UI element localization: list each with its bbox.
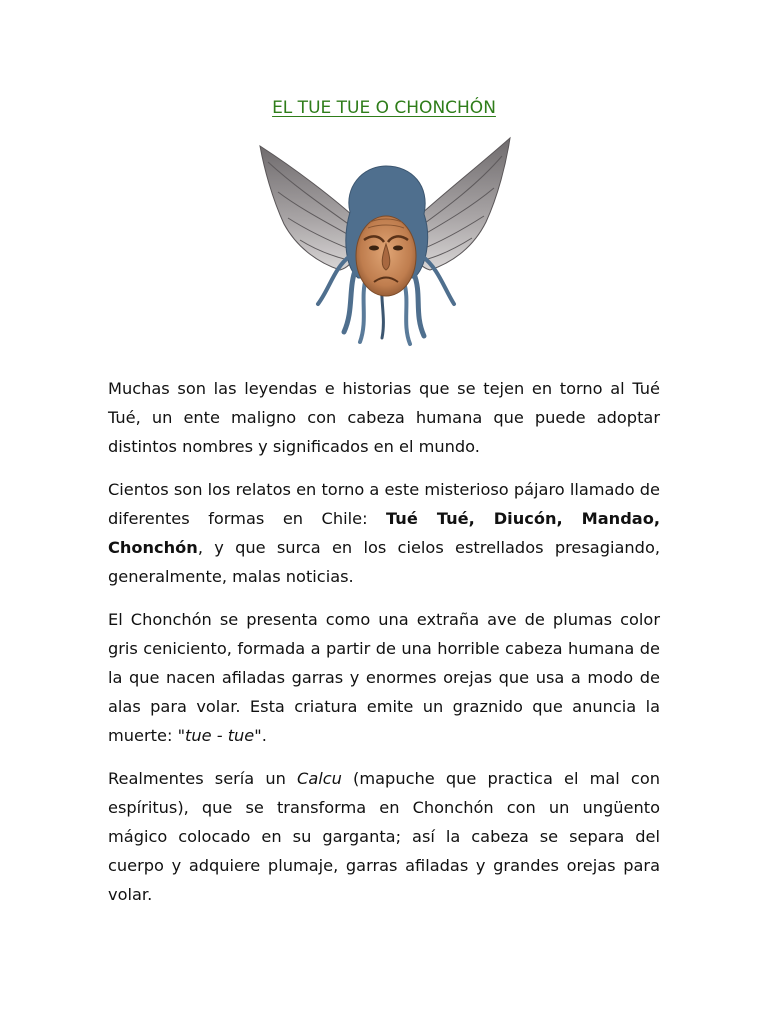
paragraph-4-text-after: (mapuche que practica el mal con espíritus), que se transforma en Chonchón con un ungüento mágico colocado en su garganta; así la cabeza se separa del cuerpo y adquiere plumaje, garras afiladas y grandes orejas para volar. (108, 769, 660, 904)
body-text (108, 374, 660, 923)
paragraph-3 (108, 605, 660, 750)
paragraph-3-text-after: . (261, 726, 267, 745)
page-title (0, 96, 768, 120)
paragraph-2-text-after: , y que surca en los cielos estrellados presagiando, generalmente, malas noticias. (108, 538, 660, 586)
paragraph-2-text-before: Cientos son los relatos en torno a este misterioso pájaro llamado de diferentes formas en Chile: (108, 480, 660, 528)
chonchon-illustration (254, 128, 516, 350)
page-title-text: EL TUE TUE O CHONCHÓN (272, 98, 496, 118)
paragraph-3-text-before: El Chonchón se presenta como una extraña ave de plumas color gris ceniciento, formada a partir de una horrible cabeza humana de la que nacen afiladas garras y enormes orejas que usa a modo de alas para volar. Esta criatura emite un graznido que anuncia la muerte: (108, 610, 660, 745)
paragraph-3-quote: "tue - tue" (177, 726, 262, 745)
paragraph-4-calcu: Calcu (297, 769, 342, 788)
paragraph-1 (108, 374, 660, 461)
paragraph-2-names: Tué Tué, Diucón, Mandao, Chonchón (108, 509, 660, 557)
paragraph-4-text-before: Realmentes sería un (108, 769, 298, 788)
paragraph-2 (108, 475, 660, 591)
paragraph-4 (108, 764, 660, 909)
paragraph-1-text: Muchas son las leyendas e historias que se tejen en torno al Tué Tué, un ente maligno con cabeza humana que puede adoptar distintos nombres y significados en el mundo. (108, 379, 660, 456)
face (356, 216, 416, 296)
